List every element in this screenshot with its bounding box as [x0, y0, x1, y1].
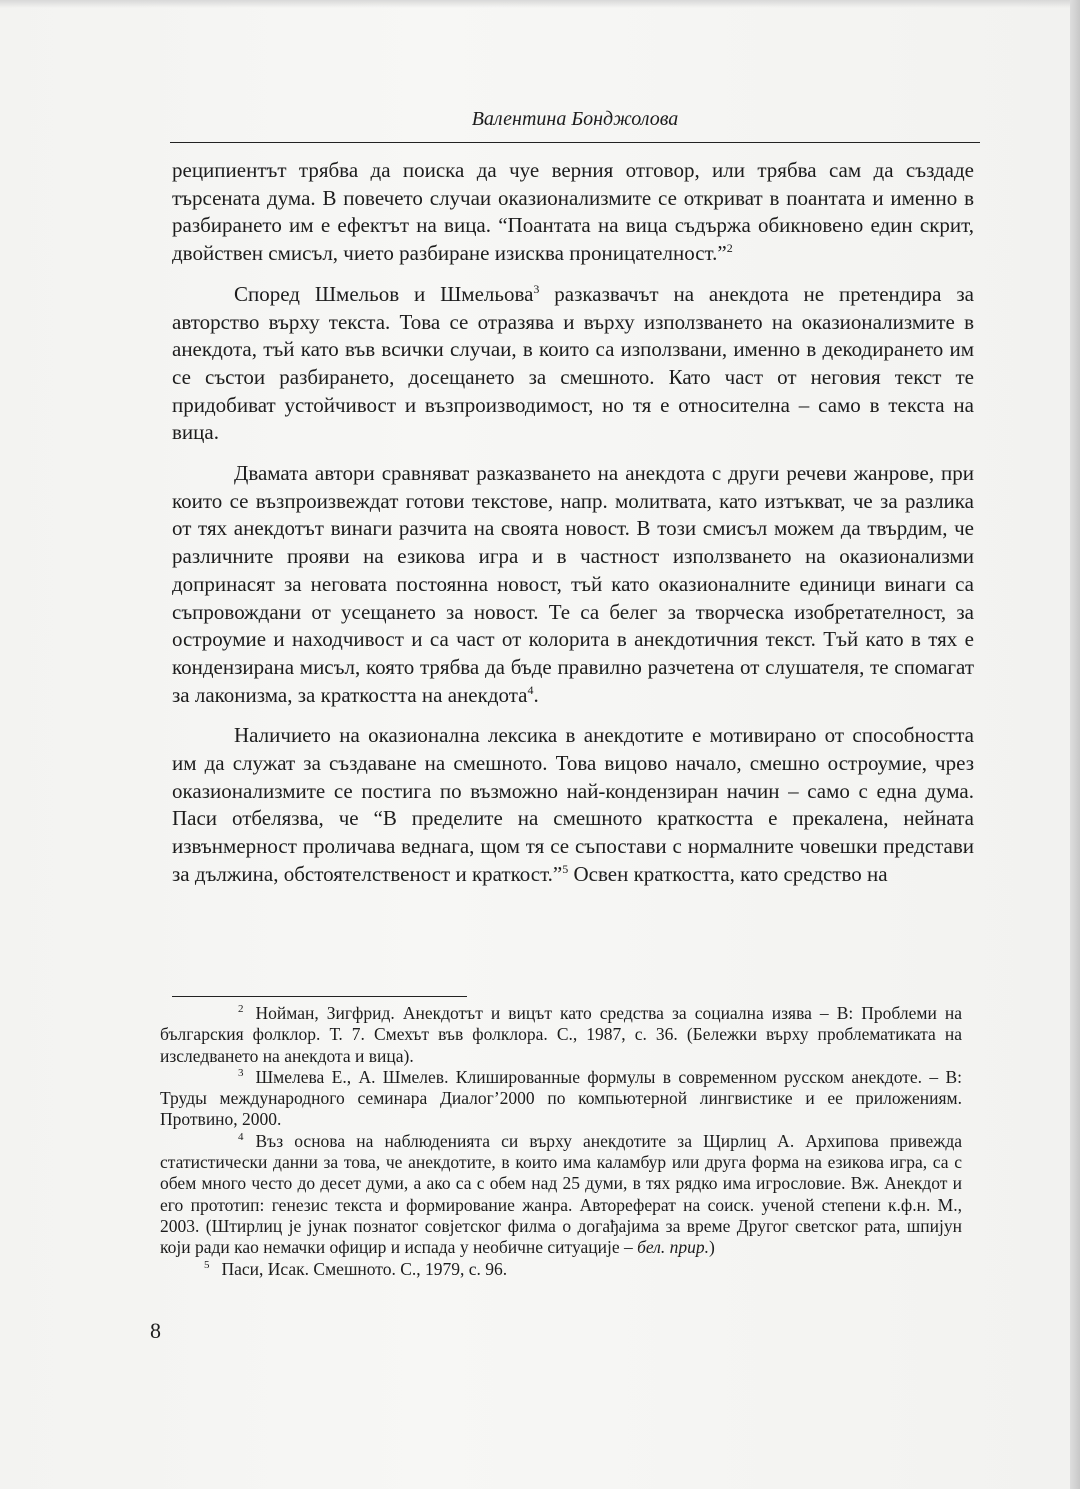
page-number: 8: [150, 1318, 161, 1343]
paragraph-1-text: реципиентът трябва да поиска да чуе верния отговор, или трябва сам да създаде търсената дума. В повечето случаи оказионализмите се откриват в поантата и именно в разбирането им е ефектът на вица. “Поантата на вица съдържа обикновено един скрит, двойствен смисъл, чието разбиране изисква проницателност.”: [172, 158, 974, 266]
footnote-ref-5: 5: [562, 861, 569, 876]
paragraph-4-end: Освен краткостта, като средство на: [568, 861, 888, 886]
running-head: Валентина Бонджолова: [471, 108, 679, 130]
editor-note: бел. прир.: [637, 1237, 709, 1258]
footnote-ref-2: 2: [726, 241, 733, 256]
footnotes: [160, 1003, 962, 1280]
paragraph-1: [172, 157, 974, 268]
footnote-ref-3: 3: [533, 281, 540, 296]
footnote-2: [160, 1003, 962, 1067]
header-rule: [170, 142, 980, 143]
footnote-ref-4: 4: [527, 682, 534, 697]
paragraph-2-start: Според Шмельов и Шмельова: [234, 281, 534, 306]
footnote-number: 4: [238, 1130, 244, 1143]
footnote-text: Паси, Исак. Смешното. С., 1979, с. 96.: [221, 1258, 508, 1279]
footnote-text: Въз основа на наблюденията си върху анекдотите за Щирлиц А. Архипова привежда статистически данни за това, че анекдотите, в които има каламбур или друга форма на езикова игра, са с обем много често до десет думи, а ако са с обем над 25 думи, в тях рядко има игрословие. Вж. Анекдот и его прототип: генезис текста и формирование жанра. Автореферат на соиск. ученой степени к.ф.н. М., 2003. (Штирлиц је јунак познатог совјетског филма о догађајима за време Другог светског рата, шпијун који ради као немачки официр и испада у необичне ситуације –: [160, 1130, 962, 1258]
footnote-close: ): [709, 1237, 715, 1258]
footnote-text: Нойман, Зигфрид. Анекдотът и вицът като средства за социална изява – В: Проблеми на българския фолклор. Т. 7. Смехът във фолклора. С., 1987, с. 36. (Бележки върху проблематиката на изследването на анекдота и вица).: [160, 1003, 962, 1066]
paragraph-3: [172, 460, 974, 709]
paragraph-2-text: разказвачът на анекдота не претендира за авторство върху текста. Това се отразява и върху използването на оказионализмите в анекдота, тъй като във всички случаи, в които са използвани, именно в декодирането им се състои разбирането, досещането за смешното. Като част от неговия текст те придобиват устойчивост и възпроизводимост, но тя е относителна – само в текста на вица.: [172, 281, 974, 445]
footnote-5: [160, 1259, 962, 1280]
paragraph-2: [172, 281, 974, 447]
footnote-number: 3: [238, 1067, 244, 1080]
footnote-rule: [172, 996, 467, 997]
paragraph-3-end: .: [533, 682, 539, 707]
page-right-edge: [1070, 0, 1080, 1489]
body-text: [172, 157, 974, 902]
footnote-text: Шмелева Е., А. Шмелев. Клишированные формулы в современном русском анекдоте. – В: Труды международного семинара Диалог’2000 по компьютерной лингвистике и ее приложениям. Протвино, 2000.: [160, 1066, 962, 1130]
page-top-shadow: [0, 0, 1080, 8]
paragraph-4-text: Наличието на оказионална лексика в анекдотите е мотивирано от способността им да служат за създаване на смешното. Това вицово начало, смешно остроумие, чрез оказионализмите се постига по възможно най-кондензиран начин – само с една дума. Паси отбелязва, че “В пределите на смешното краткостта е прекалена, нейната извънмерност проличава веднага, щом тя се съпостави с нормалните човешки представи за дължина, обстоятелственост и краткост.”: [172, 723, 974, 886]
paragraph-4: [172, 722, 974, 888]
footnote-4: [160, 1131, 962, 1259]
footnote-3: [160, 1067, 962, 1131]
footnote-number: 2: [238, 1003, 244, 1016]
paragraph-3-text: Двамата автори сравняват разказването на анекдота с други речеви жанрове, при които се възпроизвеждат готови текстове, напр. молитвата, като изтъкват, че за разлика от тях анекдотът винаги разчита на своята новост. В този смисъл можем да твърдим, че различните прояви на езикова игра и в частност използването на оказионализми допринасят за неговата постоянна новост, тъй като оказионалните единици винаги са съпровождани от усещането за новост. Те са белег за творческа изобретателност, за остроумие и находчивост и са част от колорита в анекдотичния текст. Тъй като в тях е кондензирана мисъл, която трябва да бъде правилно разчетена от слушателя, те спомагат за лаконизма, за краткостта на анекдота: [172, 461, 974, 707]
footnote-number: 5: [204, 1258, 210, 1271]
